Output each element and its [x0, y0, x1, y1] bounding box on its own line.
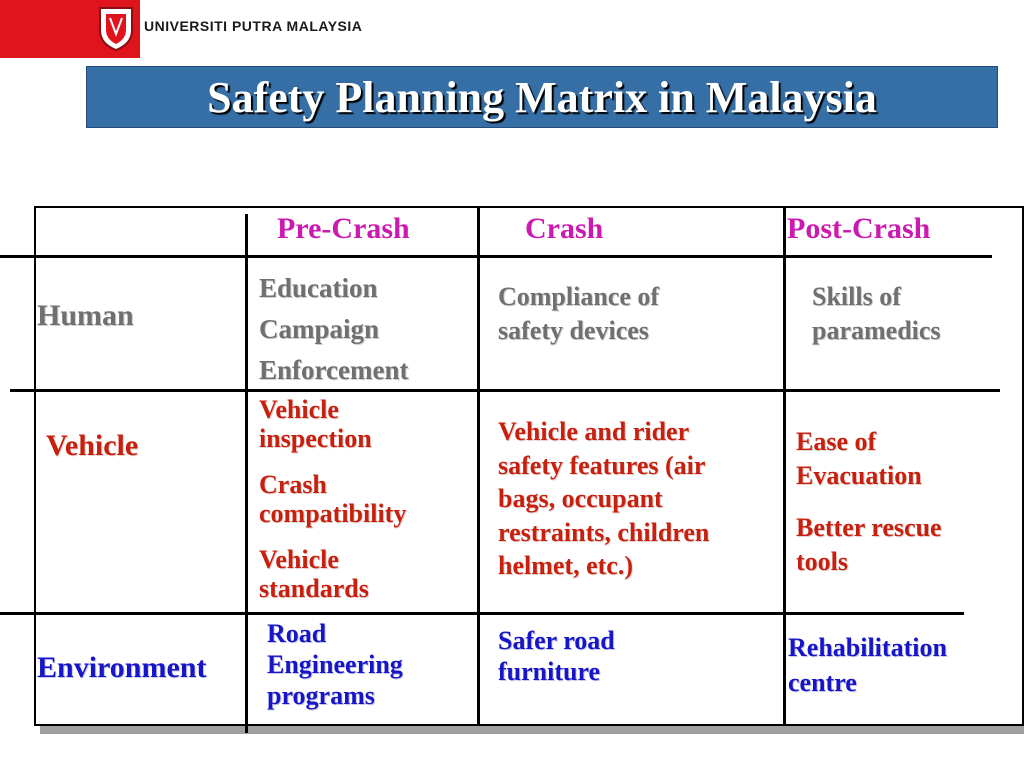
- cell-line: Safer road: [498, 626, 615, 655]
- page-title: Safety Planning Matrix in Malaysia: [207, 72, 877, 122]
- cell-line: programs: [267, 681, 375, 710]
- cell-line: Enforcement: [259, 355, 409, 385]
- cell-line: Compliance of: [498, 282, 660, 311]
- column-header-post-crash: Post-Crash: [787, 212, 931, 245]
- vehicle-post-crash-cell: [796, 425, 942, 579]
- cell-line: Road: [267, 619, 327, 648]
- cell-line: Rehabilitation: [788, 633, 947, 662]
- row-label-human: Human: [37, 299, 134, 332]
- column-header-crash: Crash: [525, 212, 604, 245]
- cell-line: safety features (air: [498, 450, 706, 480]
- cell-line: Evacuation: [796, 461, 922, 490]
- human-crash-cell: [498, 280, 659, 348]
- cell-line: Engineering: [267, 650, 403, 679]
- grid-line-col1: [245, 214, 248, 733]
- column-header-pre-crash: Pre-Crash: [277, 212, 410, 245]
- cell-line: Vehicle: [259, 395, 339, 424]
- cell-line: standards: [259, 574, 369, 603]
- cell-line: Vehicle and rider: [498, 417, 690, 446]
- cell-line: helmet, etc.): [498, 551, 633, 580]
- cell-line: Vehicle: [259, 545, 339, 574]
- cell-line: bags, occupant: [498, 484, 663, 513]
- grid-line-header: [0, 255, 992, 258]
- grid-line-col2: [477, 206, 480, 726]
- university-name: UNIVERSITI PUTRA MALAYSIA: [144, 18, 363, 34]
- grid-line-row2: [0, 612, 964, 615]
- cell-line: furniture: [498, 657, 601, 686]
- environment-post-crash-cell: [788, 630, 947, 700]
- cell-line: Education: [259, 273, 378, 303]
- university-crest-icon: [96, 4, 136, 52]
- grid-line-row1: [10, 389, 1000, 392]
- vehicle-pre-crash-cell: [259, 395, 406, 603]
- cell-line: Better rescue: [796, 513, 942, 542]
- cell-line: inspection: [259, 424, 372, 453]
- human-post-crash-cell: [812, 280, 941, 348]
- cell-line: centre: [788, 668, 857, 697]
- vehicle-crash-cell: [498, 415, 709, 583]
- cell-line: safety devices: [498, 316, 649, 345]
- row-label-vehicle: Vehicle: [46, 429, 139, 462]
- cell-line: Skills of: [812, 282, 901, 311]
- cell-line: Campaign: [259, 314, 380, 344]
- environment-pre-crash-cell: [267, 618, 403, 711]
- cell-line: Crash: [259, 470, 327, 499]
- cell-line: tools: [796, 547, 848, 576]
- cell-line: compatibility: [259, 499, 407, 528]
- human-pre-crash-cell: [259, 268, 408, 391]
- cell-line: restraints, children: [498, 517, 710, 547]
- environment-crash-cell: [498, 625, 615, 687]
- grid-line-col3: [783, 206, 786, 726]
- cell-line: Ease of: [796, 427, 877, 456]
- cell-line: paramedics: [812, 316, 941, 345]
- row-label-environment: Environment: [37, 651, 207, 684]
